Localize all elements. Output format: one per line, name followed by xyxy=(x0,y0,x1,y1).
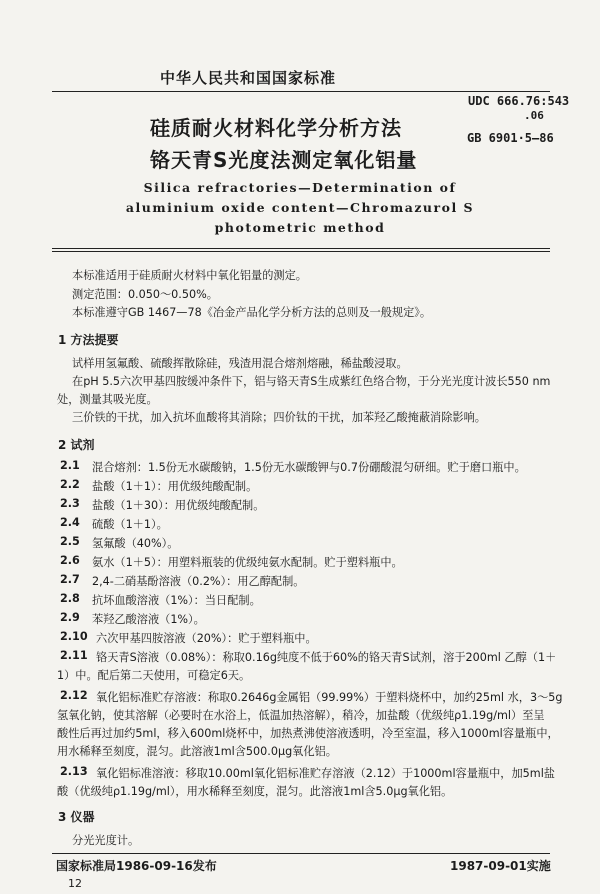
item-number: 2.5 xyxy=(60,535,80,548)
reagent-item: 盐酸（1＋1）：用优级纯酸配制。 xyxy=(92,480,258,493)
english-title-line-2: aluminium oxide content—Chromazurol S xyxy=(125,200,475,215)
reagent-item: 抗坏血酸溶液（1%）：当日配制。 xyxy=(92,594,261,607)
item-number: 2.9 xyxy=(60,611,80,624)
gb-code: GB 6901·5—86 xyxy=(467,131,554,145)
title-line-2: 铬天青S光度法测定氧化铝量 xyxy=(150,148,418,172)
section-3-heading: 3 仪器 xyxy=(58,810,95,824)
item-number: 2.3 xyxy=(60,497,80,510)
title-line-1: 硅质耐火材料化学分析方法 xyxy=(150,116,402,140)
standard-authority: 中华人民共和国国家标准 xyxy=(160,69,337,87)
intro-compliance: 本标准遵守GB 1467—78《冶金产品化学分析方法的总则及一般规定》。 xyxy=(72,306,432,319)
header-rule xyxy=(52,91,550,92)
item-number: 2.1 xyxy=(60,459,80,472)
section-3-para-1: 分光光度计。 xyxy=(72,834,140,847)
item-number: 2.7 xyxy=(60,573,80,586)
reagent-item: 混合熔剂：1.5份无水碳酸钠，1.5份无水碳酸钾与0.7份硼酸混匀研细。贮于磨口瓶中。 xyxy=(92,461,526,474)
reagent-item-cont: 酸（优级纯ρ1.19g/ml），用水稀释至刻度，混匀。此溶液1ml含5.0μg氧化铝。 xyxy=(57,785,453,798)
item-number: 2.8 xyxy=(60,592,80,605)
item-number: 2.13 xyxy=(60,765,88,778)
intro-range: 测定范围：0.050～0.50%。 xyxy=(72,288,218,301)
section-1-heading: 1 方法提要 xyxy=(58,333,119,347)
item-number: 2.12 xyxy=(60,689,88,702)
item-number: 2.11 xyxy=(60,649,88,662)
issue-date: 国家标准局1986-09-16发布 xyxy=(56,859,217,873)
item-number: 2.2 xyxy=(60,478,80,491)
section-1-para-1: 试样用氢氟酸、硫酸挥散除硅，残渣用混合熔剂熔融，稀盐酸浸取。 xyxy=(72,357,408,370)
reagent-item: 氧化铝标准溶液：移取10.00ml氧化铝标准贮存溶液（2.12）于1000ml容量瓶中，加5ml盐 xyxy=(96,767,555,780)
udc-code-continued: .06 xyxy=(524,109,544,122)
reagent-item: 盐酸（1＋30）：用优级纯酸配制。 xyxy=(92,499,265,512)
section-1-para-3: 三价铁的干扰，加入抗坏血酸将其消除；四价钛的干扰，加苯羟乙酸掩蔽消除影响。 xyxy=(72,411,486,424)
section-2-heading: 2 试剂 xyxy=(58,438,95,452)
reagent-item-cont: 1）中。配后第二天使用，可稳定6天。 xyxy=(57,669,251,682)
english-title-line-3: photometric method xyxy=(214,220,386,235)
reagent-item: 氢氟酸（40%）。 xyxy=(92,537,179,550)
reagent-item-cont: 氢氧化钠，使其溶解（必要时在水浴上，低温加热溶解），稍冷，加盐酸（优级纯ρ1.19g/ml）至呈 xyxy=(57,709,545,722)
item-number: 2.6 xyxy=(60,554,80,567)
effective-date: 1987-09-01实施 xyxy=(450,859,551,873)
footer-rule xyxy=(52,853,550,854)
reagent-item: 铬天青S溶液（0.08%）：称取0.16g纯度不低于60%的铬天青S试剂，溶于200ml 乙醇（1＋ xyxy=(96,651,557,664)
reagent-item: 硫酸（1＋1）。 xyxy=(92,518,168,531)
reagent-item: 2,4-二硝基酚溶液（0.2%）：用乙醇配制。 xyxy=(92,575,305,588)
item-number: 2.4 xyxy=(60,516,80,529)
section-1-para-2: 在pH 5.5六次甲基四胺缓冲条件下，铝与铬天青S生成紫红色络合物，于分光光度计波长550 nm xyxy=(72,375,551,388)
reagent-item: 六次甲基四胺溶液（20%）：贮于塑料瓶中。 xyxy=(96,632,317,645)
udc-code: UDC 666.76:543 xyxy=(468,94,570,108)
reagent-item-cont: 酸性后再过加约5ml，移入600ml烧杯中，加热煮沸使溶液透明，冷至室温，移入1000ml容量瓶中， xyxy=(57,727,559,740)
item-number: 2.10 xyxy=(60,630,88,643)
reagent-item: 氧化铝标准贮存溶液：称取0.2646g金属铝（99.99%）于塑料烧杯中，加约25ml 水，3～5g xyxy=(96,691,563,704)
english-title-line-1: Silica refractories—Determination of xyxy=(143,180,457,195)
section-1-para-2-cont: 处，测量其吸光度。 xyxy=(57,393,158,406)
title-rule-double xyxy=(52,251,550,252)
reagent-item-cont: 用水稀释至刻度，混匀。此溶液1ml含500.0μg氧化铝。 xyxy=(57,745,337,758)
page-number: 12 xyxy=(68,877,82,890)
reagent-item: 氨水（1＋5）：用塑料瓶装的优级纯氨水配制。贮于塑料瓶中。 xyxy=(92,556,403,569)
title-rule xyxy=(52,248,550,249)
intro-scope: 本标准适用于硅质耐火材料中氧化铝量的测定。 xyxy=(72,269,307,282)
reagent-item: 苯羟乙酸溶液（1%）。 xyxy=(92,613,205,626)
